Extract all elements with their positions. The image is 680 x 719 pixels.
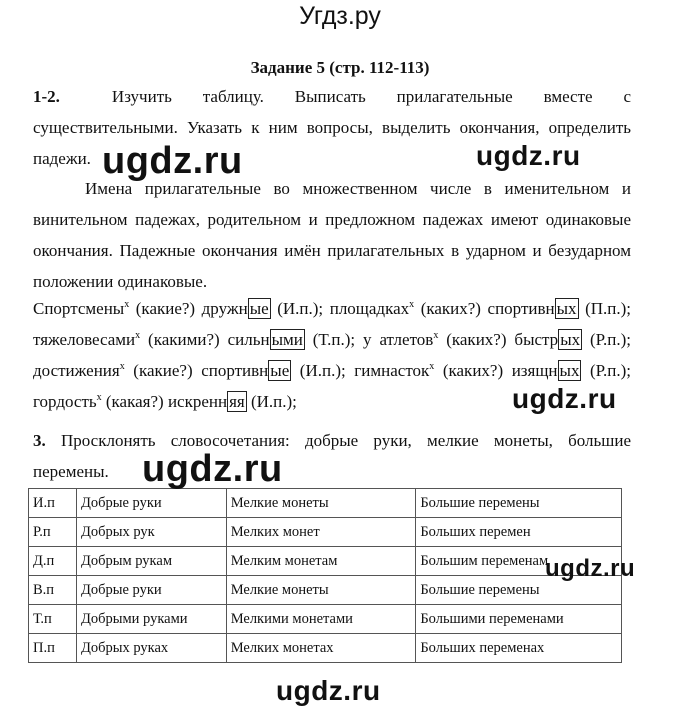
form-cell: Добрые руки: [76, 489, 226, 518]
task-title: Задание 5 (стр. 112-113): [250, 58, 430, 77]
phrase: [363, 330, 631, 349]
adjective-ending-boxed: ыми: [271, 330, 303, 349]
case-cell: Р.п: [29, 518, 77, 547]
adjective-ending-boxed: ые: [249, 299, 269, 318]
form-cell: Добрыми руками: [76, 605, 226, 634]
form-cell: Мелких монет: [226, 518, 416, 547]
adjective-stem: изящн: [511, 361, 558, 380]
adjective-stem: дружн: [201, 299, 248, 318]
section-1-2-text: Изучить таблицу. Выписать прилагательные вместе с существительными. Указать к ним вопросы, выделить окончания, определить падежи.: [33, 87, 631, 168]
watermark: ugdz.ru: [142, 448, 283, 490]
form-cell: Добрым рукам: [76, 547, 226, 576]
section-number: 1-2.: [33, 87, 60, 106]
phrase: [33, 299, 330, 318]
phrase-question: (каких?): [434, 361, 512, 380]
watermark: ugdz.ru: [276, 675, 381, 706]
site-title: Угдз.ру: [299, 2, 381, 30]
table-row: [29, 576, 622, 605]
form-cell: Больших переменах: [416, 634, 622, 663]
section-3: [33, 425, 631, 487]
declension-table: [28, 488, 622, 663]
form-cell: Больших перемен: [416, 518, 622, 547]
form-cell: Добрых рук: [76, 518, 226, 547]
phrase-noun: тяжеловесами: [33, 330, 136, 349]
form-cell: Большие перемены: [416, 576, 622, 605]
phrase-question: (какие?): [124, 361, 202, 380]
phrase-noun: достижения: [33, 361, 120, 380]
phrase-prefix: у: [363, 330, 380, 349]
table-row: [29, 605, 622, 634]
form-cell: Добрых руках: [76, 634, 226, 663]
form-cell: Мелкие монеты: [226, 489, 416, 518]
watermark: ugdz.ru: [512, 383, 617, 414]
phrase-noun: Спортсмены: [33, 299, 125, 318]
noun-marker: х: [433, 330, 439, 341]
form-cell: Мелкие монеты: [226, 576, 416, 605]
table-row: [29, 489, 622, 518]
case-cell: Т.п: [29, 605, 77, 634]
case-cell: В.п: [29, 576, 77, 605]
phrase-noun: площадках: [329, 299, 410, 318]
form-cell: Большим переменам: [416, 547, 622, 576]
form-cell: Мелкими монетами: [226, 605, 416, 634]
noun-marker: х: [429, 361, 435, 372]
phrase-question: (какая?): [101, 392, 168, 411]
form-cell: Большими переменами: [416, 605, 622, 634]
section-3-text: Просклонять словосочетания: добрые руки, мелкие монеты, большие перемены.: [33, 431, 632, 481]
noun-marker: х: [409, 299, 415, 310]
rule-paragraph: Имена прилагательные во множественном числе в именительном и винительном падежах, родительном и предложном падежах имеют одинаковые окончания. Падежные окончания имён прилагательных в ударном и безударном положении одинаковые.: [33, 179, 631, 291]
form-cell: Мелким монетам: [226, 547, 416, 576]
phrase: [33, 361, 354, 380]
form-cell: Добрые руки: [76, 576, 226, 605]
phrase-case: (Р.п.);: [581, 361, 631, 380]
phrase-case: (И.п.);: [246, 392, 297, 411]
watermark: ugdz.ru: [476, 140, 581, 171]
phrase-noun: гордость: [33, 392, 97, 411]
table-row: [29, 547, 622, 576]
adjective-ending-boxed: ых: [560, 330, 581, 349]
phrase-noun: атлетов: [379, 330, 434, 349]
adjective-stem: сильн: [227, 330, 270, 349]
phrase-case: (И.п.);: [291, 361, 355, 380]
phrase-question: (какие?): [129, 299, 202, 318]
adjective-stem: быстр: [514, 330, 559, 349]
adjective-stem: спортивн: [487, 299, 555, 318]
phrase: [354, 361, 631, 380]
phrase-question: (каких?): [438, 330, 515, 349]
phrase-noun: гимнасток: [354, 361, 430, 380]
case-cell: И.п: [29, 489, 77, 518]
table-row: [29, 634, 622, 663]
phrase: [330, 299, 631, 318]
noun-marker: х: [124, 299, 130, 310]
case-cell: Д.п: [29, 547, 77, 576]
phrase-question: (какими?): [140, 330, 228, 349]
adjective-ending-boxed: ых: [559, 361, 580, 380]
table-row: [29, 518, 622, 547]
form-cell: Большие перемены: [416, 489, 622, 518]
adjective-stem: спортивн: [201, 361, 269, 380]
phrase-case: (Т.п.);: [304, 330, 364, 349]
adjective-stem: искренн: [167, 392, 228, 411]
adjective-ending-boxed: яя: [229, 392, 245, 411]
phrase-case: (И.п.);: [270, 299, 330, 318]
phrase-case: (П.п.);: [578, 299, 632, 318]
phrase: [33, 392, 297, 411]
phrase-case: (Р.п.);: [582, 330, 631, 349]
watermark: ugdz.ru: [545, 555, 636, 582]
form-cell: Мелких монетах: [226, 634, 416, 663]
phrase-question: (каких?): [414, 299, 488, 318]
section-number: 3.: [33, 431, 46, 450]
case-cell: П.п: [29, 634, 77, 663]
adjective-ending-boxed: ых: [556, 299, 577, 318]
noun-marker: х: [119, 361, 125, 372]
adjective-ending-boxed: ые: [270, 361, 290, 380]
noun-marker: х: [135, 330, 141, 341]
phrase: [33, 330, 363, 349]
noun-marker: х: [96, 392, 102, 403]
watermark: ugdz.ru: [102, 140, 243, 182]
